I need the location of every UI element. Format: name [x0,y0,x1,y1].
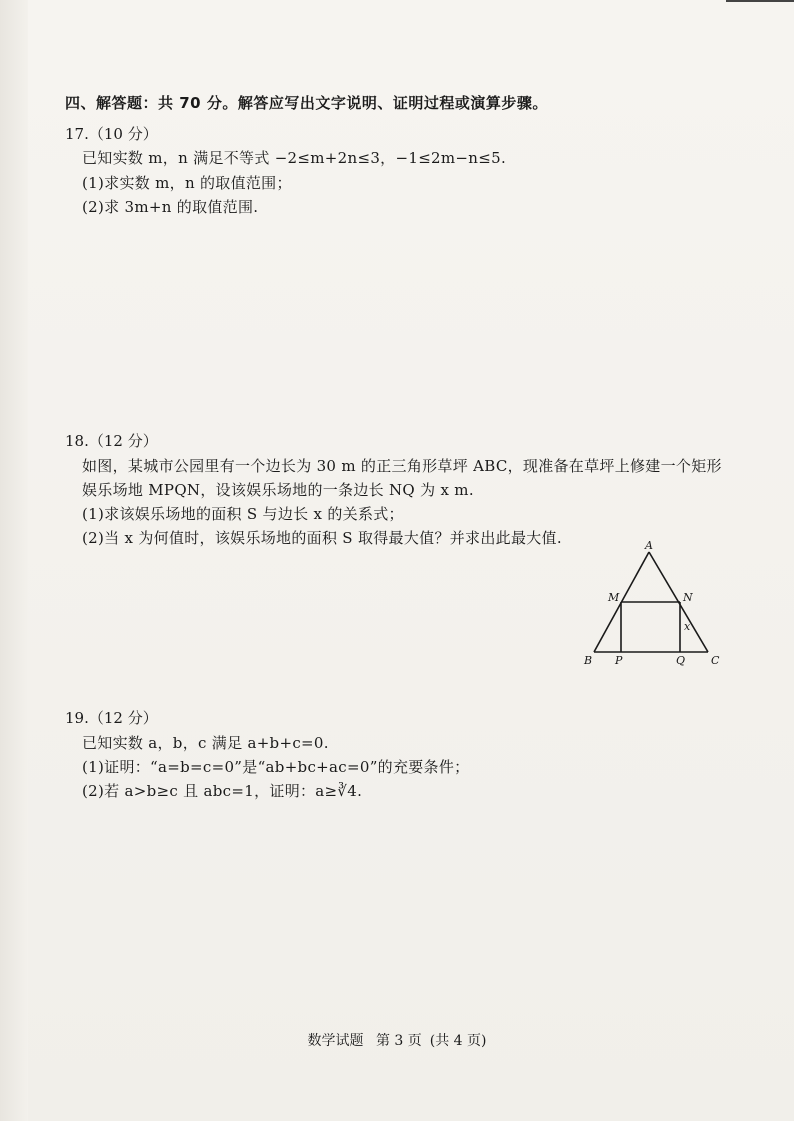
label-M: M [608,591,620,604]
q19-stem: 已知实数 a，b，c 满足 a+b+c=0. [82,734,329,752]
section-title: 四、解答题：共 70 分。解答应写出文字说明、证明过程或演算步骤。 [65,94,548,112]
q19-part2: (2)若 a>b≥c 且 abc=1，证明：a≥∛4. [82,782,363,800]
page-footer [0,1030,794,1050]
q17-stem: 已知实数 m，n 满足不等式 −2≤m+2n≤3，−1≤2m−n≤5. [82,149,507,167]
footer-total: (共 4 页) [429,1033,487,1049]
q17-part2: (2)求 3m+n 的取值范围. [82,198,259,216]
label-C: C [711,654,720,667]
q19-head: 19.（12 分） [65,709,158,727]
binding-margin [0,0,28,1121]
label-x: x [684,620,691,633]
scan-edge-line [726,0,794,16]
triangle-figure [576,540,726,670]
footer-page: 第 3 页 [375,1033,422,1049]
q18-part1: (1)求该娱乐场地的面积 S 与边长 x 的关系式； [82,505,404,523]
label-P: P [615,654,623,667]
label-N: N [683,591,693,604]
footer-subject: 数学试题 [307,1033,364,1049]
label-B: B [584,654,593,667]
q18-stem-line1: 如图，某城市公园里有一个边长为 30 m 的正三角形草坪 ABC，现准备在草坪上修建一个矩形 [82,457,722,475]
q18-head: 18.（12 分） [65,432,158,450]
label-A: A [645,540,653,552]
q19-part1: (1)证明：“a=b=c=0”是“ab+bc+ac=0”的充要条件； [82,758,470,776]
q17-head: 17.（10 分） [65,125,158,143]
q17-part1: (1)求实数 m，n 的取值范围； [82,174,292,192]
q18-part2: (2)当 x 为何值时，该娱乐场地的面积 S 取得最大值？并求出此最大值. [82,529,562,547]
label-Q: Q [676,654,686,667]
q18-stem-line2: 娱乐场地 MPQN，设该娱乐场地的一条边长 NQ 为 x m. [82,481,474,499]
